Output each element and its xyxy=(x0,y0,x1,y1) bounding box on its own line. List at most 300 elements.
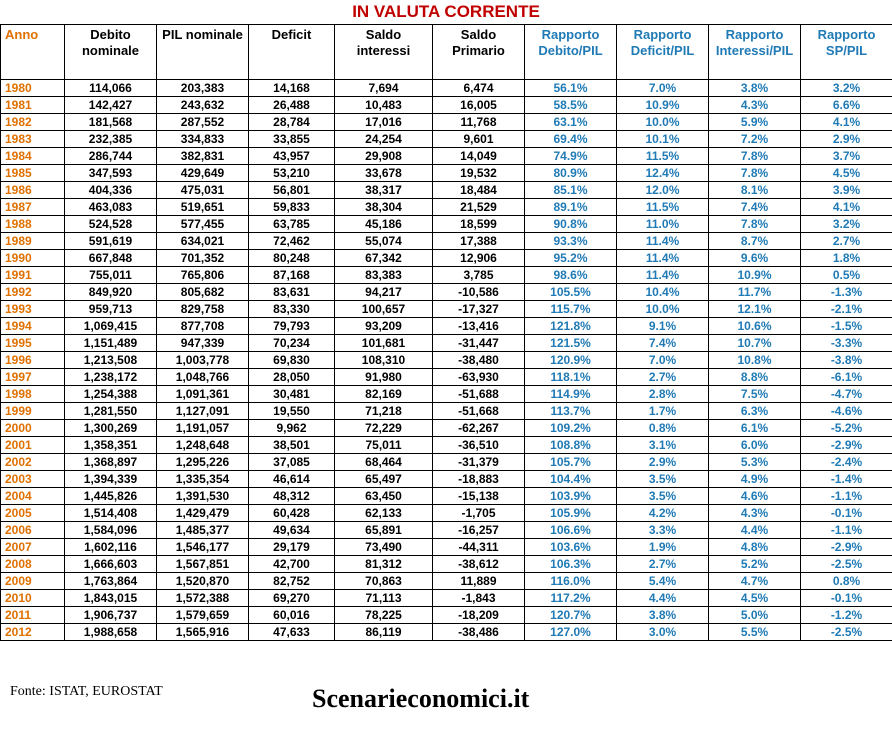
cell-saldo-primario: 11,889 xyxy=(433,573,525,590)
cell-deficit: 37,085 xyxy=(249,454,335,471)
cell-debito: 1,584,096 xyxy=(65,522,157,539)
cell-rapporto-interessi-pil: 10.6% xyxy=(709,318,801,335)
table-row xyxy=(1,114,892,131)
cell-deficit: 72,462 xyxy=(249,233,335,250)
cell-saldo-interessi: 38,304 xyxy=(335,199,433,216)
cell-rapporto-deficit-pil: 10.9% xyxy=(617,97,709,114)
cell-rapporto-debito-pil: 98.6% xyxy=(525,267,617,284)
cell-rapporto-interessi-pil: 4.3% xyxy=(709,505,801,522)
cell-pil: 1,546,177 xyxy=(157,539,249,556)
cell-rapporto-sp-pil: -4.7% xyxy=(801,386,892,403)
cell-debito: 1,394,339 xyxy=(65,471,157,488)
cell-anno: 2008 xyxy=(1,556,65,573)
cell-saldo-primario: 16,005 xyxy=(433,97,525,114)
table-row xyxy=(1,539,892,556)
cell-rapporto-sp-pil: 2.7% xyxy=(801,233,892,250)
cell-rapporto-debito-pil: 56.1% xyxy=(525,80,617,97)
cell-saldo-primario: 12,906 xyxy=(433,250,525,267)
cell-rapporto-debito-pil: 127.0% xyxy=(525,624,617,641)
cell-debito: 114,066 xyxy=(65,80,157,97)
cell-saldo-interessi: 75,011 xyxy=(335,437,433,454)
cell-rapporto-debito-pil: 105.7% xyxy=(525,454,617,471)
cell-deficit: 14,168 xyxy=(249,80,335,97)
header-pil: PIL nominale xyxy=(157,25,249,80)
cell-rapporto-sp-pil: -1.5% xyxy=(801,318,892,335)
cell-deficit: 28,050 xyxy=(249,369,335,386)
cell-saldo-interessi: 100,657 xyxy=(335,301,433,318)
cell-anno: 1989 xyxy=(1,233,65,250)
cell-pil: 1,091,361 xyxy=(157,386,249,403)
cell-anno: 2004 xyxy=(1,488,65,505)
cell-rapporto-sp-pil: 4.1% xyxy=(801,199,892,216)
cell-saldo-interessi: 83,383 xyxy=(335,267,433,284)
cell-saldo-interessi: 10,483 xyxy=(335,97,433,114)
cell-rapporto-deficit-pil: 10.1% xyxy=(617,131,709,148)
cell-rapporto-deficit-pil: 7.0% xyxy=(617,352,709,369)
cell-rapporto-deficit-pil: 3.8% xyxy=(617,607,709,624)
source-note: Fonte: ISTAT, EUROSTAT xyxy=(10,684,163,699)
cell-rapporto-debito-pil: 69.4% xyxy=(525,131,617,148)
cell-saldo-primario: 9,601 xyxy=(433,131,525,148)
cell-anno: 1995 xyxy=(1,335,65,352)
table-row xyxy=(1,233,892,250)
cell-rapporto-interessi-pil: 7.2% xyxy=(709,131,801,148)
cell-anno: 1992 xyxy=(1,284,65,301)
cell-debito: 404,336 xyxy=(65,182,157,199)
table-row xyxy=(1,199,892,216)
cell-saldo-primario: -31,447 xyxy=(433,335,525,352)
header-rapporto-interessi-pil: Rapporto Interessi/PIL xyxy=(709,25,801,80)
cell-rapporto-sp-pil: 4.5% xyxy=(801,165,892,182)
cell-debito: 1,368,897 xyxy=(65,454,157,471)
cell-rapporto-interessi-pil: 12.1% xyxy=(709,301,801,318)
cell-pil: 634,021 xyxy=(157,233,249,250)
cell-anno: 2005 xyxy=(1,505,65,522)
cell-deficit: 53,210 xyxy=(249,165,335,182)
cell-rapporto-sp-pil: -3.8% xyxy=(801,352,892,369)
cell-anno: 1991 xyxy=(1,267,65,284)
cell-anno: 1994 xyxy=(1,318,65,335)
cell-rapporto-debito-pil: 95.2% xyxy=(525,250,617,267)
cell-debito: 959,713 xyxy=(65,301,157,318)
cell-rapporto-interessi-pil: 11.7% xyxy=(709,284,801,301)
table-body xyxy=(1,80,892,641)
cell-rapporto-interessi-pil: 4.9% xyxy=(709,471,801,488)
data-table xyxy=(0,24,892,641)
cell-saldo-primario: -18,883 xyxy=(433,471,525,488)
cell-rapporto-debito-pil: 106.3% xyxy=(525,556,617,573)
cell-saldo-primario: -38,612 xyxy=(433,556,525,573)
cell-saldo-primario: -17,327 xyxy=(433,301,525,318)
cell-pil: 1,429,479 xyxy=(157,505,249,522)
cell-rapporto-deficit-pil: 10.4% xyxy=(617,284,709,301)
cell-rapporto-debito-pil: 115.7% xyxy=(525,301,617,318)
cell-rapporto-debito-pil: 104.4% xyxy=(525,471,617,488)
cell-debito: 1,843,015 xyxy=(65,590,157,607)
cell-pil: 1,003,778 xyxy=(157,352,249,369)
cell-pil: 829,758 xyxy=(157,301,249,318)
cell-rapporto-sp-pil: 3.7% xyxy=(801,148,892,165)
table-row xyxy=(1,301,892,318)
table-row xyxy=(1,386,892,403)
table-row xyxy=(1,318,892,335)
cell-deficit: 46,614 xyxy=(249,471,335,488)
cell-debito: 1,281,550 xyxy=(65,403,157,420)
cell-rapporto-debito-pil: 121.8% xyxy=(525,318,617,335)
cell-pil: 1,295,226 xyxy=(157,454,249,471)
cell-rapporto-debito-pil: 105.5% xyxy=(525,284,617,301)
cell-rapporto-interessi-pil: 7.8% xyxy=(709,216,801,233)
cell-anno: 1996 xyxy=(1,352,65,369)
cell-pil: 947,339 xyxy=(157,335,249,352)
cell-saldo-interessi: 71,218 xyxy=(335,403,433,420)
cell-pil: 1,567,851 xyxy=(157,556,249,573)
table-title: IN VALUTA CORRENTE xyxy=(352,2,540,21)
cell-rapporto-sp-pil: -1.2% xyxy=(801,607,892,624)
cell-deficit: 59,833 xyxy=(249,199,335,216)
cell-rapporto-deficit-pil: 11.4% xyxy=(617,267,709,284)
cell-debito: 142,427 xyxy=(65,97,157,114)
cell-rapporto-sp-pil: -1.3% xyxy=(801,284,892,301)
cell-anno: 2001 xyxy=(1,437,65,454)
cell-saldo-primario: -31,379 xyxy=(433,454,525,471)
cell-deficit: 70,234 xyxy=(249,335,335,352)
cell-saldo-primario: -36,510 xyxy=(433,437,525,454)
cell-deficit: 48,312 xyxy=(249,488,335,505)
table-row xyxy=(1,590,892,607)
table-row xyxy=(1,505,892,522)
cell-debito: 232,385 xyxy=(65,131,157,148)
table-row xyxy=(1,403,892,420)
cell-saldo-interessi: 55,074 xyxy=(335,233,433,250)
cell-anno: 2003 xyxy=(1,471,65,488)
cell-saldo-interessi: 65,497 xyxy=(335,471,433,488)
cell-rapporto-deficit-pil: 11.5% xyxy=(617,199,709,216)
cell-rapporto-debito-pil: 109.2% xyxy=(525,420,617,437)
table-row xyxy=(1,352,892,369)
cell-pil: 1,579,659 xyxy=(157,607,249,624)
brand-watermark: Scenarieconomici.it xyxy=(312,684,530,713)
cell-saldo-interessi: 7,694 xyxy=(335,80,433,97)
cell-saldo-primario: -10,586 xyxy=(433,284,525,301)
cell-rapporto-sp-pil: 0.5% xyxy=(801,267,892,284)
cell-anno: 1980 xyxy=(1,80,65,97)
table-row xyxy=(1,165,892,182)
cell-deficit: 69,830 xyxy=(249,352,335,369)
cell-rapporto-deficit-pil: 3.0% xyxy=(617,624,709,641)
header-saldo-interessi: Saldo interessi xyxy=(335,25,433,80)
cell-rapporto-debito-pil: 85.1% xyxy=(525,182,617,199)
cell-saldo-primario: 21,529 xyxy=(433,199,525,216)
cell-saldo-interessi: 63,450 xyxy=(335,488,433,505)
table-row xyxy=(1,80,892,97)
cell-saldo-interessi: 91,980 xyxy=(335,369,433,386)
cell-saldo-interessi: 72,229 xyxy=(335,420,433,437)
table-row xyxy=(1,454,892,471)
cell-pil: 429,649 xyxy=(157,165,249,182)
cell-saldo-interessi: 70,863 xyxy=(335,573,433,590)
cell-rapporto-debito-pil: 93.3% xyxy=(525,233,617,250)
cell-deficit: 83,631 xyxy=(249,284,335,301)
cell-rapporto-interessi-pil: 8.8% xyxy=(709,369,801,386)
cell-rapporto-sp-pil: -2.5% xyxy=(801,556,892,573)
cell-pil: 287,552 xyxy=(157,114,249,131)
cell-rapporto-sp-pil: -2.5% xyxy=(801,624,892,641)
cell-rapporto-sp-pil: 0.8% xyxy=(801,573,892,590)
cell-rapporto-deficit-pil: 12.4% xyxy=(617,165,709,182)
header-rapporto-deficit-pil: Rapporto Deficit/PIL xyxy=(617,25,709,80)
cell-pil: 1,191,057 xyxy=(157,420,249,437)
cell-deficit: 83,330 xyxy=(249,301,335,318)
header-saldo-primario: Saldo Primario xyxy=(433,25,525,80)
cell-anno: 1981 xyxy=(1,97,65,114)
cell-pil: 701,352 xyxy=(157,250,249,267)
cell-saldo-primario: -38,486 xyxy=(433,624,525,641)
cell-anno: 1986 xyxy=(1,182,65,199)
cell-rapporto-interessi-pil: 4.6% xyxy=(709,488,801,505)
cell-deficit: 87,168 xyxy=(249,267,335,284)
cell-saldo-interessi: 38,317 xyxy=(335,182,433,199)
cell-rapporto-deficit-pil: 3.3% xyxy=(617,522,709,539)
cell-anno: 1984 xyxy=(1,148,65,165)
cell-rapporto-deficit-pil: 1.9% xyxy=(617,539,709,556)
cell-rapporto-interessi-pil: 5.0% xyxy=(709,607,801,624)
cell-rapporto-debito-pil: 118.1% xyxy=(525,369,617,386)
cell-rapporto-debito-pil: 89.1% xyxy=(525,199,617,216)
cell-rapporto-debito-pil: 120.9% xyxy=(525,352,617,369)
cell-rapporto-sp-pil: -2.9% xyxy=(801,437,892,454)
cell-rapporto-deficit-pil: 5.4% xyxy=(617,573,709,590)
cell-saldo-primario: -1,705 xyxy=(433,505,525,522)
cell-debito: 1,988,658 xyxy=(65,624,157,641)
cell-rapporto-sp-pil: -5.2% xyxy=(801,420,892,437)
cell-deficit: 42,700 xyxy=(249,556,335,573)
cell-rapporto-sp-pil: 4.1% xyxy=(801,114,892,131)
cell-saldo-primario: 14,049 xyxy=(433,148,525,165)
cell-pil: 877,708 xyxy=(157,318,249,335)
cell-rapporto-debito-pil: 120.7% xyxy=(525,607,617,624)
cell-debito: 286,744 xyxy=(65,148,157,165)
cell-pil: 805,682 xyxy=(157,284,249,301)
cell-rapporto-sp-pil: -1.1% xyxy=(801,488,892,505)
cell-rapporto-interessi-pil: 7.4% xyxy=(709,199,801,216)
cell-saldo-interessi: 29,908 xyxy=(335,148,433,165)
cell-rapporto-sp-pil: -2.1% xyxy=(801,301,892,318)
cell-rapporto-sp-pil: -4.6% xyxy=(801,403,892,420)
cell-deficit: 60,428 xyxy=(249,505,335,522)
cell-rapporto-deficit-pil: 3.1% xyxy=(617,437,709,454)
cell-rapporto-deficit-pil: 11.4% xyxy=(617,250,709,267)
cell-rapporto-deficit-pil: 12.0% xyxy=(617,182,709,199)
cell-rapporto-interessi-pil: 5.5% xyxy=(709,624,801,641)
cell-rapporto-sp-pil: 3.2% xyxy=(801,216,892,233)
table-row xyxy=(1,97,892,114)
cell-rapporto-interessi-pil: 4.8% xyxy=(709,539,801,556)
cell-rapporto-debito-pil: 63.1% xyxy=(525,114,617,131)
cell-rapporto-debito-pil: 113.7% xyxy=(525,403,617,420)
cell-anno: 1993 xyxy=(1,301,65,318)
cell-rapporto-deficit-pil: 7.0% xyxy=(617,80,709,97)
header-anno: Anno xyxy=(1,25,65,80)
cell-rapporto-sp-pil: -2.4% xyxy=(801,454,892,471)
cell-saldo-interessi: 94,217 xyxy=(335,284,433,301)
table-row xyxy=(1,488,892,505)
cell-saldo-primario: 17,388 xyxy=(433,233,525,250)
cell-rapporto-deficit-pil: 2.9% xyxy=(617,454,709,471)
cell-rapporto-deficit-pil: 3.5% xyxy=(617,471,709,488)
cell-deficit: 49,634 xyxy=(249,522,335,539)
table-row xyxy=(1,471,892,488)
cell-debito: 1,213,508 xyxy=(65,352,157,369)
cell-debito: 1,300,269 xyxy=(65,420,157,437)
cell-rapporto-debito-pil: 103.9% xyxy=(525,488,617,505)
cell-rapporto-deficit-pil: 4.4% xyxy=(617,590,709,607)
table-row xyxy=(1,335,892,352)
table-row xyxy=(1,250,892,267)
table-row xyxy=(1,216,892,233)
cell-anno: 2007 xyxy=(1,539,65,556)
cell-deficit: 33,855 xyxy=(249,131,335,148)
cell-debito: 1,666,603 xyxy=(65,556,157,573)
cell-rapporto-debito-pil: 90.8% xyxy=(525,216,617,233)
cell-rapporto-interessi-pil: 10.7% xyxy=(709,335,801,352)
cell-deficit: 63,785 xyxy=(249,216,335,233)
cell-rapporto-interessi-pil: 6.0% xyxy=(709,437,801,454)
cell-rapporto-interessi-pil: 9.6% xyxy=(709,250,801,267)
cell-debito: 1,358,351 xyxy=(65,437,157,454)
cell-rapporto-deficit-pil: 4.2% xyxy=(617,505,709,522)
cell-deficit: 80,248 xyxy=(249,250,335,267)
cell-debito: 1,445,826 xyxy=(65,488,157,505)
cell-pil: 334,833 xyxy=(157,131,249,148)
cell-rapporto-deficit-pil: 3.5% xyxy=(617,488,709,505)
cell-rapporto-sp-pil: 3.9% xyxy=(801,182,892,199)
cell-saldo-primario: -63,930 xyxy=(433,369,525,386)
cell-rapporto-sp-pil: -3.3% xyxy=(801,335,892,352)
cell-rapporto-debito-pil: 80.9% xyxy=(525,165,617,182)
table-row xyxy=(1,148,892,165)
cell-deficit: 43,957 xyxy=(249,148,335,165)
cell-saldo-interessi: 108,310 xyxy=(335,352,433,369)
cell-rapporto-interessi-pil: 6.3% xyxy=(709,403,801,420)
cell-debito: 347,593 xyxy=(65,165,157,182)
cell-rapporto-interessi-pil: 10.8% xyxy=(709,352,801,369)
cell-rapporto-debito-pil: 114.9% xyxy=(525,386,617,403)
cell-saldo-interessi: 101,681 xyxy=(335,335,433,352)
cell-deficit: 19,550 xyxy=(249,403,335,420)
cell-rapporto-interessi-pil: 10.9% xyxy=(709,267,801,284)
cell-rapporto-sp-pil: -6.1% xyxy=(801,369,892,386)
cell-anno: 2010 xyxy=(1,590,65,607)
cell-deficit: 79,793 xyxy=(249,318,335,335)
cell-rapporto-debito-pil: 108.8% xyxy=(525,437,617,454)
cell-rapporto-interessi-pil: 7.8% xyxy=(709,165,801,182)
cell-rapporto-interessi-pil: 7.5% xyxy=(709,386,801,403)
cell-rapporto-interessi-pil: 4.5% xyxy=(709,590,801,607)
table-row xyxy=(1,420,892,437)
table-row xyxy=(1,624,892,641)
cell-saldo-primario: -51,688 xyxy=(433,386,525,403)
cell-rapporto-deficit-pil: 11.4% xyxy=(617,233,709,250)
table-row xyxy=(1,182,892,199)
cell-pil: 1,335,354 xyxy=(157,471,249,488)
cell-rapporto-sp-pil: 3.2% xyxy=(801,80,892,97)
cell-deficit: 47,633 xyxy=(249,624,335,641)
cell-anno: 2002 xyxy=(1,454,65,471)
cell-saldo-primario: -44,311 xyxy=(433,539,525,556)
cell-saldo-primario: 19,532 xyxy=(433,165,525,182)
cell-anno: 1999 xyxy=(1,403,65,420)
cell-rapporto-interessi-pil: 4.4% xyxy=(709,522,801,539)
header-row xyxy=(1,25,892,80)
cell-saldo-interessi: 73,490 xyxy=(335,539,433,556)
cell-anno: 1998 xyxy=(1,386,65,403)
cell-pil: 765,806 xyxy=(157,267,249,284)
header-rapporto-debito-pil: Rapporto Debito/PIL xyxy=(525,25,617,80)
table-row xyxy=(1,522,892,539)
cell-anno: 1987 xyxy=(1,199,65,216)
cell-rapporto-sp-pil: 1.8% xyxy=(801,250,892,267)
cell-rapporto-sp-pil: -2.9% xyxy=(801,539,892,556)
cell-deficit: 38,501 xyxy=(249,437,335,454)
cell-rapporto-deficit-pil: 10.0% xyxy=(617,114,709,131)
cell-rapporto-debito-pil: 103.6% xyxy=(525,539,617,556)
cell-debito: 1,514,408 xyxy=(65,505,157,522)
cell-saldo-interessi: 33,678 xyxy=(335,165,433,182)
cell-rapporto-deficit-pil: 2.7% xyxy=(617,369,709,386)
cell-saldo-primario: -1,843 xyxy=(433,590,525,607)
cell-saldo-interessi: 68,464 xyxy=(335,454,433,471)
cell-anno: 1997 xyxy=(1,369,65,386)
cell-deficit: 82,752 xyxy=(249,573,335,590)
cell-rapporto-deficit-pil: 11.5% xyxy=(617,148,709,165)
header-debito: Debito nominale xyxy=(65,25,157,80)
cell-rapporto-sp-pil: -0.1% xyxy=(801,505,892,522)
cell-debito: 524,528 xyxy=(65,216,157,233)
cell-rapporto-sp-pil: -1.1% xyxy=(801,522,892,539)
cell-rapporto-deficit-pil: 0.8% xyxy=(617,420,709,437)
cell-saldo-primario: 18,484 xyxy=(433,182,525,199)
header-rapporto-sp-pil: Rapporto SP/PIL xyxy=(801,25,892,80)
cell-anno: 2011 xyxy=(1,607,65,624)
cell-deficit: 26,488 xyxy=(249,97,335,114)
cell-saldo-interessi: 78,225 xyxy=(335,607,433,624)
cell-rapporto-debito-pil: 121.5% xyxy=(525,335,617,352)
cell-rapporto-debito-pil: 58.5% xyxy=(525,97,617,114)
cell-pil: 1,572,388 xyxy=(157,590,249,607)
cell-saldo-primario: -18,209 xyxy=(433,607,525,624)
cell-pil: 1,391,530 xyxy=(157,488,249,505)
cell-rapporto-interessi-pil: 8.7% xyxy=(709,233,801,250)
cell-rapporto-interessi-pil: 7.8% xyxy=(709,148,801,165)
table-row xyxy=(1,607,892,624)
header-deficit: Deficit xyxy=(249,25,335,80)
cell-saldo-interessi: 45,186 xyxy=(335,216,433,233)
cell-rapporto-deficit-pil: 1.7% xyxy=(617,403,709,420)
cell-debito: 1,254,388 xyxy=(65,386,157,403)
cell-pil: 243,632 xyxy=(157,97,249,114)
cell-rapporto-sp-pil: 2.9% xyxy=(801,131,892,148)
cell-saldo-interessi: 65,891 xyxy=(335,522,433,539)
cell-deficit: 28,784 xyxy=(249,114,335,131)
cell-saldo-interessi: 17,016 xyxy=(335,114,433,131)
cell-rapporto-interessi-pil: 8.1% xyxy=(709,182,801,199)
table-row xyxy=(1,573,892,590)
table-row xyxy=(1,267,892,284)
cell-deficit: 56,801 xyxy=(249,182,335,199)
cell-pil: 203,383 xyxy=(157,80,249,97)
cell-pil: 1,485,377 xyxy=(157,522,249,539)
